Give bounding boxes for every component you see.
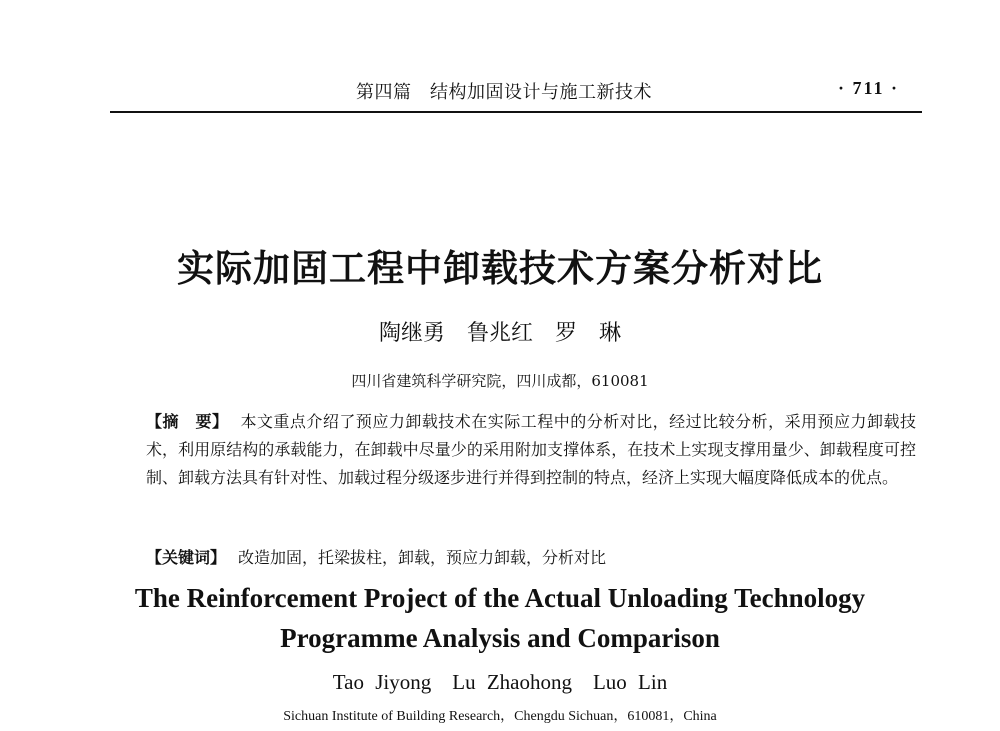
keywords-label: 【关键词】 bbox=[146, 548, 227, 567]
paper-title-english-line-2: Programme Analysis and Comparison bbox=[280, 623, 720, 653]
keywords-text: 改造加固，托梁拔柱，卸载，预应力卸载，分析对比 bbox=[238, 548, 607, 567]
abstract-text: 本文重点介绍了预应力卸载技术在实际工程中的分析对比，经过比较分析，采用预应力卸载技术，利用原结构的承载能力，在卸载中尽量少的采用附加支撑体系，在技术上实现支撑用量少、卸载程度可控制、卸载方法具有针对性、加载过程分级逐步进行并得到控制的特点，经济上实现大幅度降低成本的优点。 bbox=[146, 412, 916, 487]
affiliation-english: Sichuan Institute of Building Research，Chengdu Sichuan，610081，China bbox=[283, 709, 717, 724]
abstract-label: 【摘 要】 bbox=[146, 412, 229, 431]
authors-chinese: 陶继勇 鲁兆红 罗 琳 bbox=[378, 321, 621, 346]
authors-english: Tao Jiyong Lu Zhaohong Luo Lin bbox=[332, 670, 668, 694]
paper-title-chinese: 实际加固工程中卸载技术方案分析对比 bbox=[177, 246, 823, 290]
abstract-paragraph bbox=[146, 408, 916, 492]
page-number: · 711 · bbox=[838, 78, 900, 98]
keywords-line bbox=[146, 545, 606, 568]
affiliation-chinese: 四川省建筑科学研究院，四川成都，610081 bbox=[351, 372, 649, 390]
paper-title-english-line-1: The Reinforcement Project of the Actual Unloading Technology bbox=[134, 583, 866, 613]
header-rule bbox=[110, 111, 922, 113]
header-section-title: 第四篇 结构加固设计与施工新技术 bbox=[356, 82, 652, 103]
